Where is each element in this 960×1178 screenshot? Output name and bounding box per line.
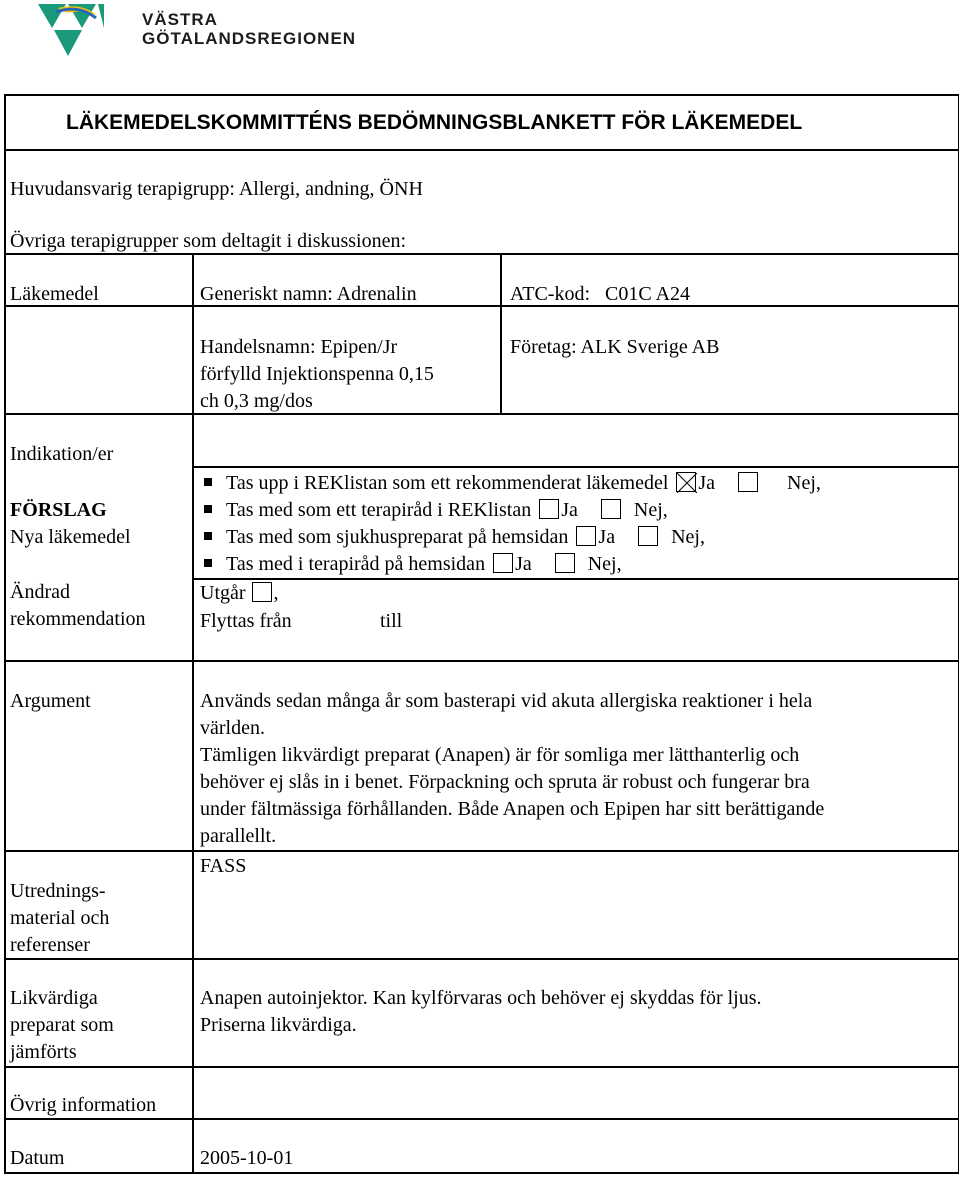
- ja-label: Ja: [698, 472, 716, 494]
- ovriga-terapigrupper: Övriga terapigrupper som deltagit i diskussionen:: [10, 230, 407, 252]
- nej-checkbox[interactable]: [555, 553, 575, 573]
- nej-label: Nej,: [671, 526, 705, 548]
- option-row-reklistan: [204, 470, 821, 497]
- logo-line-1: VÄSTRA: [142, 10, 218, 29]
- logo-line-2: GÖTALANDSREGIONEN: [142, 29, 357, 48]
- ja-checkbox[interactable]: [576, 526, 596, 546]
- forslag-label: FÖRSLAG: [10, 499, 107, 521]
- option-row-terapirad-reklistan: [204, 497, 668, 524]
- ja-checkbox[interactable]: [493, 553, 513, 573]
- form-title: LÄKEMEDELSKOMMITTÉNS BEDÖMNINGSBLANKETT FÖR LÄKEMEDEL: [66, 111, 803, 134]
- divider: [192, 578, 959, 580]
- column-divider: [500, 253, 502, 415]
- option-text: Tas med som sjukhuspreparat på hemsidan: [226, 526, 569, 548]
- nej-label: Nej,: [787, 472, 821, 494]
- likvardiga-value: Anapen autoinjektor. Kan kylförvaras och behöver ej skyddas för ljus.: [200, 987, 762, 1009]
- handelsnamn-line: ch 0,3 mg/dos: [200, 390, 313, 412]
- divider: [4, 149, 959, 151]
- assessment-form: [4, 94, 959, 1174]
- flyttas-fran-label: Flyttas från: [200, 610, 292, 632]
- foretag: Företag: ALK Sverige AB: [510, 336, 720, 358]
- utredning-label: referenser: [10, 934, 90, 956]
- likvardiga-label: Likvärdiga: [10, 987, 98, 1009]
- argument-line: under fältmässiga förhållanden. Både Anapen och Epipen har sitt berättigande: [200, 798, 825, 820]
- nya-lakemedel-label: Nya läkemedel: [10, 526, 131, 548]
- utgar-row: [200, 580, 279, 607]
- huvudansvarig-terapigrupp: Huvudansvarig terapigrupp: Allergi, andning, ÖNH: [10, 178, 423, 200]
- ja-label: Ja: [515, 553, 532, 575]
- divider: [4, 958, 959, 960]
- nej-checkbox[interactable]: [638, 526, 658, 546]
- bullet-icon: [204, 559, 212, 567]
- argument-line: världen.: [200, 717, 265, 739]
- till-label: till: [380, 610, 403, 632]
- argument-line: parallellt.: [200, 825, 277, 847]
- divider: [192, 466, 959, 468]
- likvardiga-label: jämförts: [10, 1041, 77, 1063]
- ja-checkbox[interactable]: [676, 472, 696, 492]
- ja-label: Ja: [598, 526, 616, 548]
- andrad-label: rekommendation: [10, 608, 146, 630]
- ja-checkbox[interactable]: [539, 499, 559, 519]
- bullet-icon: [204, 505, 212, 513]
- divider: [4, 1066, 959, 1068]
- likvardiga-label: preparat som: [10, 1014, 114, 1036]
- handelsnamn-line: Handelsnamn: Epipen/Jr: [200, 336, 398, 358]
- likvardiga-value: Priserna likvärdiga.: [200, 1014, 357, 1036]
- argument-line: Tämligen likvärdigt preparat (Anapen) är för somliga mer lätthanterlig och: [200, 744, 800, 766]
- andrad-label: Ändrad: [10, 581, 70, 603]
- divider: [4, 660, 959, 662]
- nej-label: Nej,: [587, 553, 622, 575]
- utredning-label: material och: [10, 907, 110, 929]
- indikation-label: Indikation/er: [10, 443, 114, 465]
- option-text: Tas med som ett terapiråd i REKlistan: [226, 499, 532, 521]
- divider: [4, 305, 959, 307]
- argument-line: behöver ej slås in i benet. Förpackning och spruta är robust och fungerar bra: [200, 771, 810, 793]
- utredning-value: FASS: [200, 855, 247, 877]
- nej-checkbox[interactable]: [601, 499, 621, 519]
- utredning-label: Utrednings-: [10, 880, 106, 902]
- nej-label: Nej,: [633, 499, 668, 521]
- divider: [4, 1172, 959, 1174]
- vgr-logo-text: [142, 10, 356, 48]
- argument-line: Används sedan många år som basterapi vid akuta allergiska reaktioner i hela: [200, 690, 813, 712]
- bullet-icon: [204, 532, 212, 540]
- generiskt-namn: Generiskt namn: Adrenalin: [200, 283, 417, 305]
- argument-text: [200, 688, 940, 850]
- vgr-logo-mark-icon: [38, 2, 138, 62]
- atc-kod: ATC-kod: C01C A24: [510, 283, 691, 305]
- handelsnamn-line: förfylld Injektionspenna 0,15: [200, 363, 434, 385]
- ja-label: Ja: [561, 499, 578, 521]
- nej-checkbox[interactable]: [738, 472, 758, 492]
- column-divider: [192, 253, 194, 1173]
- option-text: Tas med i terapiråd på hemsidan: [226, 553, 486, 575]
- option-text: Tas upp i REKlistan som ett rekommenderat läkemedel: [226, 472, 669, 494]
- divider: [4, 850, 959, 852]
- option-row-terapirad-hemsidan: [204, 551, 622, 578]
- checked-x-icon: [677, 473, 697, 493]
- ovrig-information-label: Övrig information: [10, 1094, 157, 1116]
- utgar-label: Utgår: [200, 582, 246, 604]
- utgar-suffix: ,: [273, 582, 279, 604]
- utgar-checkbox[interactable]: [252, 582, 272, 602]
- vgr-logo: [38, 2, 357, 62]
- lakemedel-label: Läkemedel: [10, 283, 99, 305]
- datum-label: Datum: [10, 1147, 65, 1169]
- divider: [4, 413, 959, 415]
- datum-value: 2005-10-01: [200, 1147, 294, 1169]
- bullet-icon: [204, 478, 212, 486]
- option-row-sjukhuspreparat: [204, 524, 705, 551]
- argument-label: Argument: [10, 690, 91, 712]
